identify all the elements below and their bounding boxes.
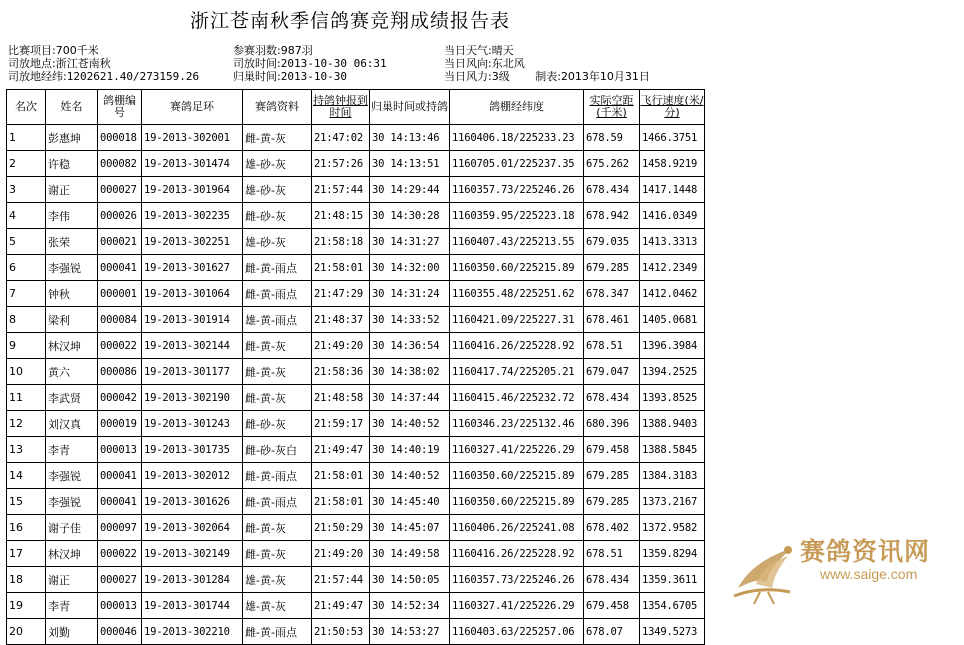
header-clock-time: 持鸽钟报到时间 <box>312 90 370 125</box>
table-row <box>7 515 705 541</box>
cell-coords: 1160346.23/225132.46 <box>450 411 584 437</box>
cell-clock-time: 21:50:29 <box>312 515 370 541</box>
cell-clock-time: 21:58:36 <box>312 359 370 385</box>
cell-bird-info: 雄-黄-灰 <box>243 593 312 619</box>
cell-coords: 1160327.41/225226.29 <box>450 437 584 463</box>
cell-bird-info: 雌-黄-灰 <box>243 515 312 541</box>
cell-rank: 12 <box>7 411 46 437</box>
cell-return-time: 30 14:40:52 <box>370 411 450 437</box>
wind-dir-value: 东北风 <box>491 57 525 70</box>
results-table <box>6 89 705 645</box>
cell-loft-id: 000027 <box>98 177 142 203</box>
cell-loft-id: 000019 <box>98 411 142 437</box>
cell-coords: 1160327.41/225226.29 <box>450 593 584 619</box>
table-row <box>7 437 705 463</box>
cell-speed: 1416.0349 <box>640 203 705 229</box>
cell-coords: 1160357.73/225246.26 <box>450 177 584 203</box>
cell-clock-time: 21:57:44 <box>312 177 370 203</box>
cell-bird-info: 雌-黄-灰 <box>243 359 312 385</box>
table-row <box>7 125 705 151</box>
cell-name: 黄六 <box>46 359 98 385</box>
cell-clock-time: 21:58:01 <box>312 489 370 515</box>
cell-distance: 678.461 <box>584 307 640 333</box>
cell-rank: 7 <box>7 281 46 307</box>
cell-return-time: 30 14:49:58 <box>370 541 450 567</box>
table-row <box>7 359 705 385</box>
cell-ring: 19-2013-302235 <box>142 203 243 229</box>
return-time-label: 归巢时间: <box>233 70 281 83</box>
cell-return-time: 30 14:53:27 <box>370 619 450 645</box>
release-place-value: 浙江苍南秋 <box>55 57 111 70</box>
header-loft-id: 鸽棚编号 <box>98 90 142 125</box>
cell-distance: 679.458 <box>584 593 640 619</box>
cell-ring: 19-2013-301626 <box>142 489 243 515</box>
cell-bird-info: 雄-砂-灰 <box>243 151 312 177</box>
cell-return-time: 30 14:38:02 <box>370 359 450 385</box>
cell-bird-info: 雌-黄-雨点 <box>243 619 312 645</box>
cell-loft-id: 000022 <box>98 541 142 567</box>
cell-ring: 19-2013-302251 <box>142 229 243 255</box>
cell-loft-id: 000041 <box>98 489 142 515</box>
cell-loft-id: 000013 <box>98 593 142 619</box>
cell-coords: 1160407.43/225213.55 <box>450 229 584 255</box>
table-row <box>7 593 705 619</box>
table-row <box>7 307 705 333</box>
cell-name: 谢正 <box>46 567 98 593</box>
header-ring: 赛鸽足环 <box>142 90 243 125</box>
watermark <box>730 526 950 616</box>
cell-speed: 1359.3611 <box>640 567 705 593</box>
release-place-label: 司放地点: <box>8 57 56 70</box>
cell-rank: 8 <box>7 307 46 333</box>
cell-return-time: 30 14:13:46 <box>370 125 450 151</box>
release-coords-value: 1202621.40/273159.26 <box>66 70 200 83</box>
wind-force-label: 当日风力: <box>444 70 492 83</box>
cell-bird-info: 雌-黄-雨点 <box>243 255 312 281</box>
cell-rank: 19 <box>7 593 46 619</box>
cell-rank: 11 <box>7 385 46 411</box>
meta-col-1 <box>8 44 199 83</box>
entries-label: 参赛羽数: <box>233 44 281 57</box>
table-row <box>7 489 705 515</box>
cell-speed: 1373.2167 <box>640 489 705 515</box>
table-row <box>7 255 705 281</box>
cell-distance: 679.285 <box>584 489 640 515</box>
table-row <box>7 385 705 411</box>
meta-col-3 <box>444 44 650 83</box>
table-header-row <box>7 90 705 125</box>
cell-clock-time: 21:48:58 <box>312 385 370 411</box>
cell-return-time: 30 14:30:28 <box>370 203 450 229</box>
header-rank: 名次 <box>7 90 46 125</box>
cell-bird-info: 雌-黄-雨点 <box>243 463 312 489</box>
cell-coords: 1160417.74/225205.21 <box>450 359 584 385</box>
cell-rank: 6 <box>7 255 46 281</box>
header-name: 姓名 <box>46 90 98 125</box>
table-row <box>7 151 705 177</box>
cell-ring: 19-2013-301914 <box>142 307 243 333</box>
cell-loft-id: 000013 <box>98 437 142 463</box>
cell-clock-time: 21:57:44 <box>312 567 370 593</box>
cell-clock-time: 21:57:26 <box>312 151 370 177</box>
cell-loft-id: 000046 <box>98 619 142 645</box>
cell-distance: 678.402 <box>584 515 640 541</box>
cell-coords: 1160416.26/225228.92 <box>450 333 584 359</box>
cell-return-time: 30 14:31:24 <box>370 281 450 307</box>
cell-loft-id: 000026 <box>98 203 142 229</box>
cell-clock-time: 21:48:37 <box>312 307 370 333</box>
cell-rank: 18 <box>7 567 46 593</box>
cell-ring: 19-2013-301964 <box>142 177 243 203</box>
cell-coords: 1160357.73/225246.26 <box>450 567 584 593</box>
cell-coords: 1160415.46/225232.72 <box>450 385 584 411</box>
cell-distance: 678.59 <box>584 125 640 151</box>
cell-loft-id: 000041 <box>98 255 142 281</box>
table-row <box>7 463 705 489</box>
cell-ring: 19-2013-301627 <box>142 255 243 281</box>
cell-clock-time: 21:59:17 <box>312 411 370 437</box>
cell-distance: 678.51 <box>584 333 640 359</box>
cell-speed: 1394.2525 <box>640 359 705 385</box>
cell-clock-time: 21:48:15 <box>312 203 370 229</box>
cell-return-time: 30 14:37:44 <box>370 385 450 411</box>
table-body <box>7 125 705 645</box>
cell-clock-time: 21:47:02 <box>312 125 370 151</box>
cell-clock-time: 21:47:29 <box>312 281 370 307</box>
cell-ring: 19-2013-301243 <box>142 411 243 437</box>
cell-coords: 1160403.63/225257.06 <box>450 619 584 645</box>
cell-bird-info: 雌-砂-灰 <box>243 203 312 229</box>
header-distance: 实际空距(千米) <box>584 90 640 125</box>
cell-rank: 3 <box>7 177 46 203</box>
cell-ring: 19-2013-302001 <box>142 125 243 151</box>
cell-distance: 678.434 <box>584 177 640 203</box>
cell-distance: 678.942 <box>584 203 640 229</box>
cell-speed: 1359.8294 <box>640 541 705 567</box>
cell-name: 谢正 <box>46 177 98 203</box>
cell-distance: 680.396 <box>584 411 640 437</box>
cell-ring: 19-2013-302064 <box>142 515 243 541</box>
cell-name: 梁利 <box>46 307 98 333</box>
cell-coords: 1160705.01/225237.35 <box>450 151 584 177</box>
cell-speed: 1372.9582 <box>640 515 705 541</box>
table-row <box>7 619 705 645</box>
cell-rank: 1 <box>7 125 46 151</box>
cell-speed: 1412.2349 <box>640 255 705 281</box>
cell-ring: 19-2013-302210 <box>142 619 243 645</box>
cell-name: 李武贤 <box>46 385 98 411</box>
cell-bird-info: 雄-黄-雨点 <box>243 307 312 333</box>
cell-distance: 678.07 <box>584 619 640 645</box>
header-bird-info: 赛鸽资料 <box>243 90 312 125</box>
meta-col-2 <box>233 44 387 83</box>
table-row <box>7 567 705 593</box>
cell-coords: 1160350.60/225215.89 <box>450 463 584 489</box>
cell-loft-id: 000086 <box>98 359 142 385</box>
entries-value: 987羽 <box>280 44 313 57</box>
release-time-value: 2013-10-30 06:31 <box>280 57 387 70</box>
cell-speed: 1413.3313 <box>640 229 705 255</box>
watermark-text: 赛鸽资讯网 <box>800 537 931 566</box>
cell-return-time: 30 14:45:07 <box>370 515 450 541</box>
cell-name: 谢子佳 <box>46 515 98 541</box>
cell-rank: 13 <box>7 437 46 463</box>
cell-rank: 20 <box>7 619 46 645</box>
cell-name: 刘汉真 <box>46 411 98 437</box>
cell-bird-info: 雌-黄-雨点 <box>243 281 312 307</box>
cell-ring: 19-2013-302149 <box>142 541 243 567</box>
table-row <box>7 411 705 437</box>
cell-coords: 1160350.60/225215.89 <box>450 255 584 281</box>
cell-loft-id: 000097 <box>98 515 142 541</box>
cell-return-time: 30 14:31:27 <box>370 229 450 255</box>
cell-name: 钟秋 <box>46 281 98 307</box>
cell-name: 李伟 <box>46 203 98 229</box>
cell-loft-id: 000084 <box>98 307 142 333</box>
cell-return-time: 30 14:13:51 <box>370 151 450 177</box>
cell-name: 张荣 <box>46 229 98 255</box>
weather-label: 当日天气: <box>444 44 492 57</box>
cell-bird-info: 雌-砂-灰 <box>243 411 312 437</box>
cell-rank: 16 <box>7 515 46 541</box>
cell-return-time: 30 14:40:52 <box>370 463 450 489</box>
cell-clock-time: 21:58:18 <box>312 229 370 255</box>
cell-loft-id: 000082 <box>98 151 142 177</box>
cell-clock-time: 21:58:01 <box>312 463 370 489</box>
cell-name: 李青 <box>46 593 98 619</box>
cell-name: 李强锐 <box>46 463 98 489</box>
cell-ring: 19-2013-301064 <box>142 281 243 307</box>
cell-coords: 1160416.26/225228.92 <box>450 541 584 567</box>
cell-bird-info: 雌-黄-灰 <box>243 385 312 411</box>
cell-distance: 675.262 <box>584 151 640 177</box>
wind-dir-label: 当日风向: <box>444 57 492 70</box>
table-row <box>7 229 705 255</box>
cell-ring: 19-2013-302190 <box>142 385 243 411</box>
cell-return-time: 30 14:33:52 <box>370 307 450 333</box>
cell-rank: 2 <box>7 151 46 177</box>
cell-speed: 1396.3984 <box>640 333 705 359</box>
cell-rank: 5 <box>7 229 46 255</box>
cell-bird-info: 雄-砂-灰 <box>243 177 312 203</box>
table-row <box>7 333 705 359</box>
cell-clock-time: 21:50:53 <box>312 619 370 645</box>
cell-coords: 1160359.95/225223.18 <box>450 203 584 229</box>
cell-loft-id: 000022 <box>98 333 142 359</box>
cell-loft-id: 000001 <box>98 281 142 307</box>
table-row <box>7 177 705 203</box>
cell-speed: 1349.5273 <box>640 619 705 645</box>
cell-distance: 679.285 <box>584 463 640 489</box>
cell-distance: 679.035 <box>584 229 640 255</box>
cell-speed: 1388.9403 <box>640 411 705 437</box>
cell-return-time: 30 14:45:40 <box>370 489 450 515</box>
cell-coords: 1160421.09/225227.31 <box>450 307 584 333</box>
cell-speed: 1384.3183 <box>640 463 705 489</box>
cell-loft-id: 000041 <box>98 463 142 489</box>
cell-coords: 1160406.18/225233.23 <box>450 125 584 151</box>
cell-name: 林汉坤 <box>46 333 98 359</box>
cell-ring: 19-2013-302012 <box>142 463 243 489</box>
cell-rank: 17 <box>7 541 46 567</box>
cell-bird-info: 雌-黄-灰 <box>243 333 312 359</box>
made-value: 2013年10月31日 <box>560 70 650 83</box>
cell-distance: 679.285 <box>584 255 640 281</box>
cell-rank: 4 <box>7 203 46 229</box>
release-time-label: 司放时间: <box>233 57 281 70</box>
cell-speed: 1393.8525 <box>640 385 705 411</box>
cell-speed: 1417.1448 <box>640 177 705 203</box>
cell-clock-time: 21:49:20 <box>312 541 370 567</box>
cell-rank: 10 <box>7 359 46 385</box>
cell-return-time: 30 14:50:05 <box>370 567 450 593</box>
cell-name: 彭惠坤 <box>46 125 98 151</box>
cell-distance: 678.347 <box>584 281 640 307</box>
cell-clock-time: 21:58:01 <box>312 255 370 281</box>
cell-coords: 1160355.48/225251.62 <box>450 281 584 307</box>
cell-loft-id: 000021 <box>98 229 142 255</box>
cell-bird-info: 雄-砂-灰 <box>243 229 312 255</box>
pigeon-logo-icon <box>730 526 800 606</box>
cell-name: 李强锐 <box>46 489 98 515</box>
cell-speed: 1458.9219 <box>640 151 705 177</box>
cell-bird-info: 雌-黄-雨点 <box>243 489 312 515</box>
weather-value: 晴天 <box>491 44 514 57</box>
cell-loft-id: 000042 <box>98 385 142 411</box>
cell-speed: 1405.0681 <box>640 307 705 333</box>
table-row <box>7 281 705 307</box>
cell-rank: 15 <box>7 489 46 515</box>
distance-label: 比赛项目: <box>8 44 56 57</box>
cell-clock-time: 21:49:47 <box>312 437 370 463</box>
cell-ring: 19-2013-301474 <box>142 151 243 177</box>
report-title: 浙江苍南秋季信鸽赛竞翔成绩报告表 <box>189 10 510 32</box>
cell-ring: 19-2013-302144 <box>142 333 243 359</box>
cell-ring: 19-2013-301177 <box>142 359 243 385</box>
cell-coords: 1160350.60/225215.89 <box>450 489 584 515</box>
cell-return-time: 30 14:40:19 <box>370 437 450 463</box>
cell-return-time: 30 14:52:34 <box>370 593 450 619</box>
cell-ring: 19-2013-301744 <box>142 593 243 619</box>
cell-rank: 14 <box>7 463 46 489</box>
header-coords: 鸽棚经纬度 <box>450 90 584 125</box>
header-return-time: 归巢时间或持鸽 <box>370 90 450 125</box>
cell-speed: 1388.5845 <box>640 437 705 463</box>
cell-name: 李强锐 <box>46 255 98 281</box>
cell-bird-info: 雌-砂-灰白 <box>243 437 312 463</box>
cell-bird-info: 雌-黄-灰 <box>243 125 312 151</box>
release-coords-label: 司放地经纬: <box>8 70 67 83</box>
cell-distance: 679.458 <box>584 437 640 463</box>
table-row <box>7 203 705 229</box>
cell-speed: 1412.0462 <box>640 281 705 307</box>
cell-ring: 19-2013-301284 <box>142 567 243 593</box>
cell-ring: 19-2013-301735 <box>142 437 243 463</box>
distance-value: 700千米 <box>55 44 99 57</box>
cell-name: 林汉坤 <box>46 541 98 567</box>
cell-bird-info: 雄-黄-灰 <box>243 567 312 593</box>
header-speed: 飞行速度(米/分) <box>640 90 705 125</box>
cell-loft-id: 000018 <box>98 125 142 151</box>
cell-coords: 1160406.26/225241.08 <box>450 515 584 541</box>
wind-force-value: 3级 <box>491 70 510 83</box>
cell-name: 许稳 <box>46 151 98 177</box>
cell-speed: 1354.6705 <box>640 593 705 619</box>
cell-speed: 1466.3751 <box>640 125 705 151</box>
cell-name: 李青 <box>46 437 98 463</box>
cell-loft-id: 000027 <box>98 567 142 593</box>
cell-return-time: 30 14:29:44 <box>370 177 450 203</box>
return-time-value: 2013-10-30 <box>280 70 347 83</box>
cell-rank: 9 <box>7 333 46 359</box>
cell-name: 刘勤 <box>46 619 98 645</box>
cell-distance: 678.434 <box>584 567 640 593</box>
cell-distance: 679.047 <box>584 359 640 385</box>
cell-return-time: 30 14:32:00 <box>370 255 450 281</box>
cell-bird-info: 雌-黄-灰 <box>243 541 312 567</box>
cell-distance: 678.51 <box>584 541 640 567</box>
cell-distance: 678.434 <box>584 385 640 411</box>
cell-clock-time: 21:49:20 <box>312 333 370 359</box>
table-row <box>7 541 705 567</box>
cell-clock-time: 21:49:47 <box>312 593 370 619</box>
cell-return-time: 30 14:36:54 <box>370 333 450 359</box>
watermark-url: www.saige.com <box>820 566 918 582</box>
made-label: 制表: <box>535 70 561 83</box>
